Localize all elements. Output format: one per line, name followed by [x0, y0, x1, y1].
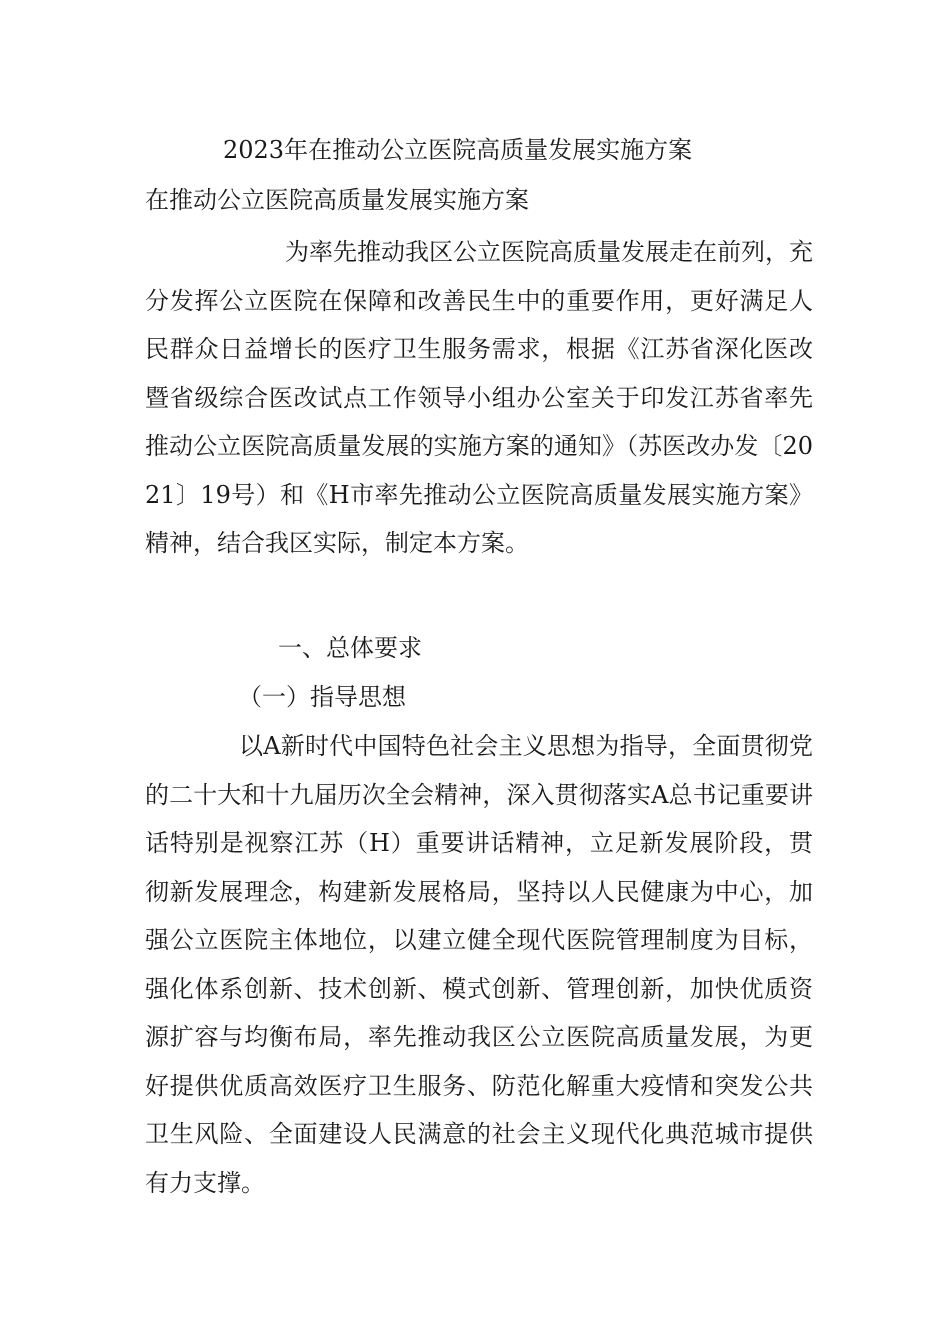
- subsection-heading: （一）指导思想: [238, 683, 406, 711]
- document-title: 2023年在推动公立医院高质量发展实施方案: [223, 136, 693, 164]
- section-heading: 一、总体要求: [278, 634, 422, 662]
- document-subtitle: 在推动公立医院高质量发展实施方案: [145, 186, 529, 214]
- guiding-paragraph: 以A新时代中国特色社会主义思想为指导，全面贯彻党的二十大和十九届历次全会精神，深入贯彻落实A总书记重要讲话特别是视察江苏（H）重要讲话精神，立足新发展阶段，贯彻新发展理念，构建新发展格局，坚持以人民健康为中心，加强公立医院主体地位，以建立健全现代医院管理制度为目标，强化体系创新、技术创新、模式创新、管理创新，加快优质资源扩容与均衡布局，率先推动我区公立医院高质量发展，为更好提供优质高效医疗卫生服务、防范化解重大疫情和突发公共卫生风险、全面建设人民满意的社会主义现代化典范城市提供有力支撑。: [145, 732, 813, 1197]
- intro-paragraph: 为率先推动我区公立医院高质量发展走在前列，充分发挥公立医院在保障和改善民生中的重要作用，更好满足人民群众日益增长的医疗卫生服务需求，根据《江苏省深化医改暨省级综合医改试点工作领导小组办公室关于印发江苏省率先推动公立医院高质量发展的实施方案的通知》（苏医改办发〔2021〕19号）和《H市率先推动公立医院高质量发展实施方案》精神，结合我区实际，制定本方案。: [145, 238, 813, 557]
